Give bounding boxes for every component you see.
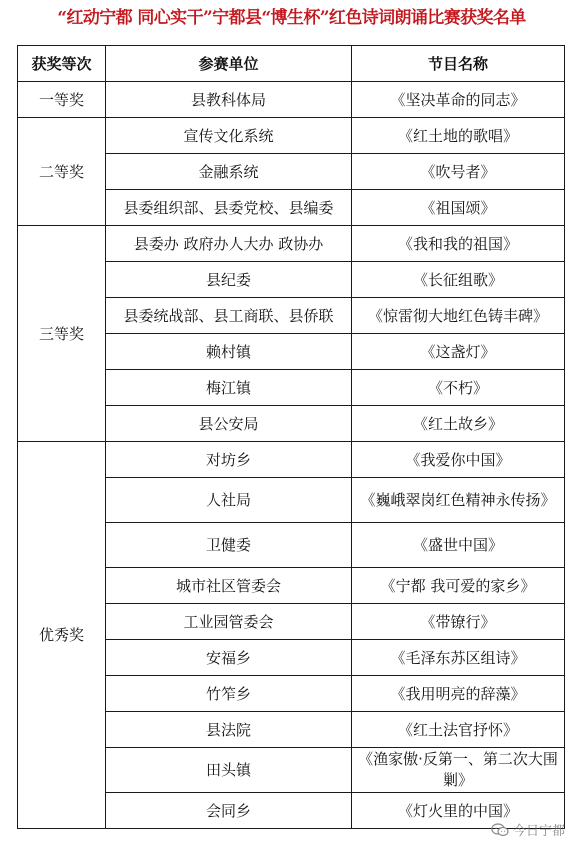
watermark-text: 今日宁都: [512, 824, 565, 839]
program-cell: 《吹号者》: [352, 154, 565, 190]
program-cell: 《渔家傲·反第一、第二次大围剿》: [352, 748, 565, 793]
program-cell: 《惊雷彻大地红色铸丰碑》: [352, 298, 565, 334]
table-row: [18, 226, 565, 262]
table-row: [18, 442, 565, 478]
awards-table: [17, 45, 565, 829]
wechat-icon: [491, 823, 509, 837]
unit-cell: 县纪委: [106, 262, 352, 298]
unit-cell: 梅江镇: [106, 370, 352, 406]
program-cell: 《这盏灯》: [352, 334, 565, 370]
program-cell: 《长征组歌》: [352, 262, 565, 298]
program-cell: 《宁都 我可爱的家乡》: [352, 568, 565, 604]
unit-cell: 县法院: [106, 712, 352, 748]
unit-cell: 宣传文化系统: [106, 118, 352, 154]
program-cell: 《我爱你中国》: [352, 442, 565, 478]
program-cell: 《红土故乡》: [352, 406, 565, 442]
unit-cell: 赖村镇: [106, 334, 352, 370]
unit-cell: 县教科体局: [106, 82, 352, 118]
header-level: 获奖等次: [18, 46, 106, 82]
unit-cell: 会同乡: [106, 793, 352, 829]
header-program: 节目名称: [352, 46, 565, 82]
award-level-first: 一等奖: [18, 82, 106, 118]
unit-cell: 城市社区管委会: [106, 568, 352, 604]
program-cell: 《我和我的祖国》: [352, 226, 565, 262]
program-cell: 《红土法官抒怀》: [352, 712, 565, 748]
program-cell: 《红土地的歌唱》: [352, 118, 565, 154]
unit-cell: 工业园管委会: [106, 604, 352, 640]
program-cell: 《我用明亮的辞藻》: [352, 676, 565, 712]
unit-cell: 竹笮乡: [106, 676, 352, 712]
unit-cell: 卫健委: [106, 523, 352, 568]
program-cell: 《毛泽东苏区组诗》: [352, 640, 565, 676]
table-row: [18, 82, 565, 118]
award-level-excellence: 优秀奖: [18, 442, 106, 829]
unit-cell: 金融系统: [106, 154, 352, 190]
unit-cell: 田头镇: [106, 748, 352, 793]
watermark: [491, 820, 565, 839]
program-cell: 《坚决革命的同志》: [352, 82, 565, 118]
program-cell: 《祖国颂》: [352, 190, 565, 226]
unit-cell: 安福乡: [106, 640, 352, 676]
header-unit: 参赛单位: [106, 46, 352, 82]
table-header-row: [18, 46, 565, 82]
unit-cell: 县委组织部、县委党校、县编委: [106, 190, 352, 226]
unit-cell: 人社局: [106, 478, 352, 523]
program-cell: 《不朽》: [352, 370, 565, 406]
unit-cell: 县委统战部、县工商联、县侨联: [106, 298, 352, 334]
table-row: [18, 118, 565, 154]
unit-cell: 县委办 政府办人大办 政协办: [106, 226, 352, 262]
program-cell: 《盛世中国》: [352, 523, 565, 568]
award-level-third: 三等奖: [18, 226, 106, 442]
award-level-second: 二等奖: [18, 118, 106, 226]
unit-cell: 县公安局: [106, 406, 352, 442]
page-title: “红动宁都 同心实干”宁都县“博生杯”红色诗词朗诵比赛获奖名单: [57, 8, 526, 28]
unit-cell: 对坊乡: [106, 442, 352, 478]
program-cell: 《巍峨翠岗红色精神永传扬》: [352, 478, 565, 523]
program-cell: 《带镣行》: [352, 604, 565, 640]
program-cell: 《灯火里的中国》: [352, 793, 565, 829]
